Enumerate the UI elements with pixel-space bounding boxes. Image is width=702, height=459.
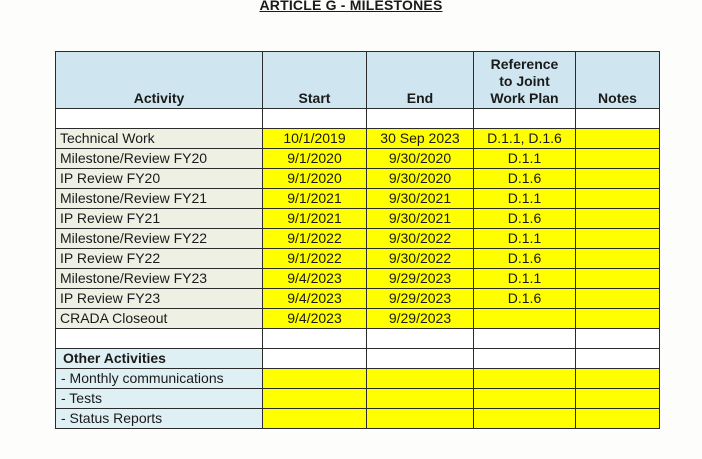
table-row <box>56 209 660 229</box>
table-row <box>56 229 660 249</box>
activity-cell: Milestone/Review FY21 <box>56 189 263 209</box>
start-cell: 9/1/2021 <box>263 209 367 229</box>
empty-cell <box>367 389 474 409</box>
table-row <box>56 309 660 329</box>
start-cell: 9/1/2020 <box>263 169 367 189</box>
notes-cell <box>576 249 660 269</box>
header-row <box>56 52 660 109</box>
activity-cell: Technical Work <box>56 129 263 149</box>
table-row <box>56 269 660 289</box>
start-cell: 9/4/2023 <box>263 269 367 289</box>
activity-cell: IP Review FY21 <box>56 209 263 229</box>
other-activity-cell: - Monthly communications <box>56 369 263 389</box>
header-end: End <box>367 52 474 109</box>
notes-cell <box>576 269 660 289</box>
start-cell: 9/4/2023 <box>263 309 367 329</box>
spacer-cell <box>263 329 367 349</box>
table-row <box>56 249 660 269</box>
page-title: ARTICLE G - MILESTONES <box>259 0 443 13</box>
empty-cell <box>576 349 660 369</box>
notes-cell <box>576 289 660 309</box>
notes-cell <box>576 209 660 229</box>
other-activities-heading-row <box>56 349 660 369</box>
spacer-cell <box>56 329 263 349</box>
reference-cell: D.1.1, D.1.6 <box>474 129 576 149</box>
reference-cell <box>474 309 576 329</box>
table-row <box>56 169 660 189</box>
activity-cell: Milestone/Review FY22 <box>56 229 263 249</box>
spacer-cell <box>474 329 576 349</box>
start-cell: 10/1/2019 <box>263 129 367 149</box>
header-activity: Activity <box>56 52 263 109</box>
header-reference <box>474 52 576 109</box>
empty-cell <box>367 369 474 389</box>
reference-cell: D.1.6 <box>474 289 576 309</box>
reference-cell: D.1.1 <box>474 189 576 209</box>
empty-cell <box>576 409 660 429</box>
activity-cell: Milestone/Review FY20 <box>56 149 263 169</box>
notes-cell <box>576 229 660 249</box>
empty-cell <box>576 369 660 389</box>
activity-cell: Milestone/Review FY23 <box>56 269 263 289</box>
start-cell: 9/1/2020 <box>263 149 367 169</box>
notes-cell <box>576 129 660 149</box>
activity-cell: IP Review FY20 <box>56 169 263 189</box>
spacer-cell <box>367 329 474 349</box>
notes-cell <box>576 169 660 189</box>
empty-cell <box>263 409 367 429</box>
header-reference-line-1: Reference <box>490 56 559 72</box>
empty-cell <box>263 369 367 389</box>
end-cell: 9/30/2022 <box>367 249 474 269</box>
other-activity-cell: - Tests <box>56 389 263 409</box>
other-activities-heading: Other Activities <box>56 349 263 369</box>
reference-cell: D.1.6 <box>474 169 576 189</box>
start-cell: 9/1/2022 <box>263 249 367 269</box>
other-activity-row <box>56 369 660 389</box>
spacer-cell <box>474 109 576 129</box>
start-cell: 9/4/2023 <box>263 289 367 309</box>
empty-cell <box>474 409 576 429</box>
header-notes: Notes <box>576 52 660 109</box>
reference-cell: D.1.6 <box>474 209 576 229</box>
table-row <box>56 189 660 209</box>
empty-cell <box>367 349 474 369</box>
other-activity-row <box>56 409 660 429</box>
spacer-cell <box>367 109 474 129</box>
spacer-cell <box>56 109 263 129</box>
spacer-cell <box>576 329 660 349</box>
end-cell: 9/29/2023 <box>367 289 474 309</box>
reference-cell: D.1.1 <box>474 269 576 289</box>
table-row <box>56 289 660 309</box>
activity-cell: CRADA Closeout <box>56 309 263 329</box>
reference-cell: D.1.1 <box>474 149 576 169</box>
spacer-cell <box>576 109 660 129</box>
milestones-body <box>56 109 660 429</box>
spacer-row <box>56 329 660 349</box>
reference-cell: D.1.1 <box>474 229 576 249</box>
milestones-table <box>55 51 660 429</box>
other-activity-row <box>56 389 660 409</box>
spacer-row <box>56 109 660 129</box>
start-cell: 9/1/2021 <box>263 189 367 209</box>
start-cell: 9/1/2022 <box>263 229 367 249</box>
notes-cell <box>576 149 660 169</box>
empty-cell <box>576 389 660 409</box>
notes-cell <box>576 309 660 329</box>
notes-cell <box>576 189 660 209</box>
header-reference-line-3: Work Plan <box>490 90 559 106</box>
reference-cell: D.1.6 <box>474 249 576 269</box>
activity-cell: IP Review FY22 <box>56 249 263 269</box>
end-cell: 9/30/2022 <box>367 229 474 249</box>
spacer-cell <box>263 109 367 129</box>
table-row <box>56 149 660 169</box>
empty-cell <box>474 369 576 389</box>
empty-cell <box>367 409 474 429</box>
other-activity-cell: - Status Reports <box>56 409 263 429</box>
end-cell: 30 Sep 2023 <box>367 129 474 149</box>
end-cell: 9/29/2023 <box>367 269 474 289</box>
end-cell: 9/30/2021 <box>367 209 474 229</box>
activity-cell: IP Review FY23 <box>56 289 263 309</box>
end-cell: 9/30/2020 <box>367 149 474 169</box>
end-cell: 9/29/2023 <box>367 309 474 329</box>
header-start: Start <box>263 52 367 109</box>
empty-cell <box>263 389 367 409</box>
empty-cell <box>263 349 367 369</box>
header-reference-line-2: to Joint <box>499 73 550 89</box>
end-cell: 9/30/2021 <box>367 189 474 209</box>
table-row <box>56 129 660 149</box>
empty-cell <box>474 349 576 369</box>
empty-cell <box>474 389 576 409</box>
end-cell: 9/30/2020 <box>367 169 474 189</box>
